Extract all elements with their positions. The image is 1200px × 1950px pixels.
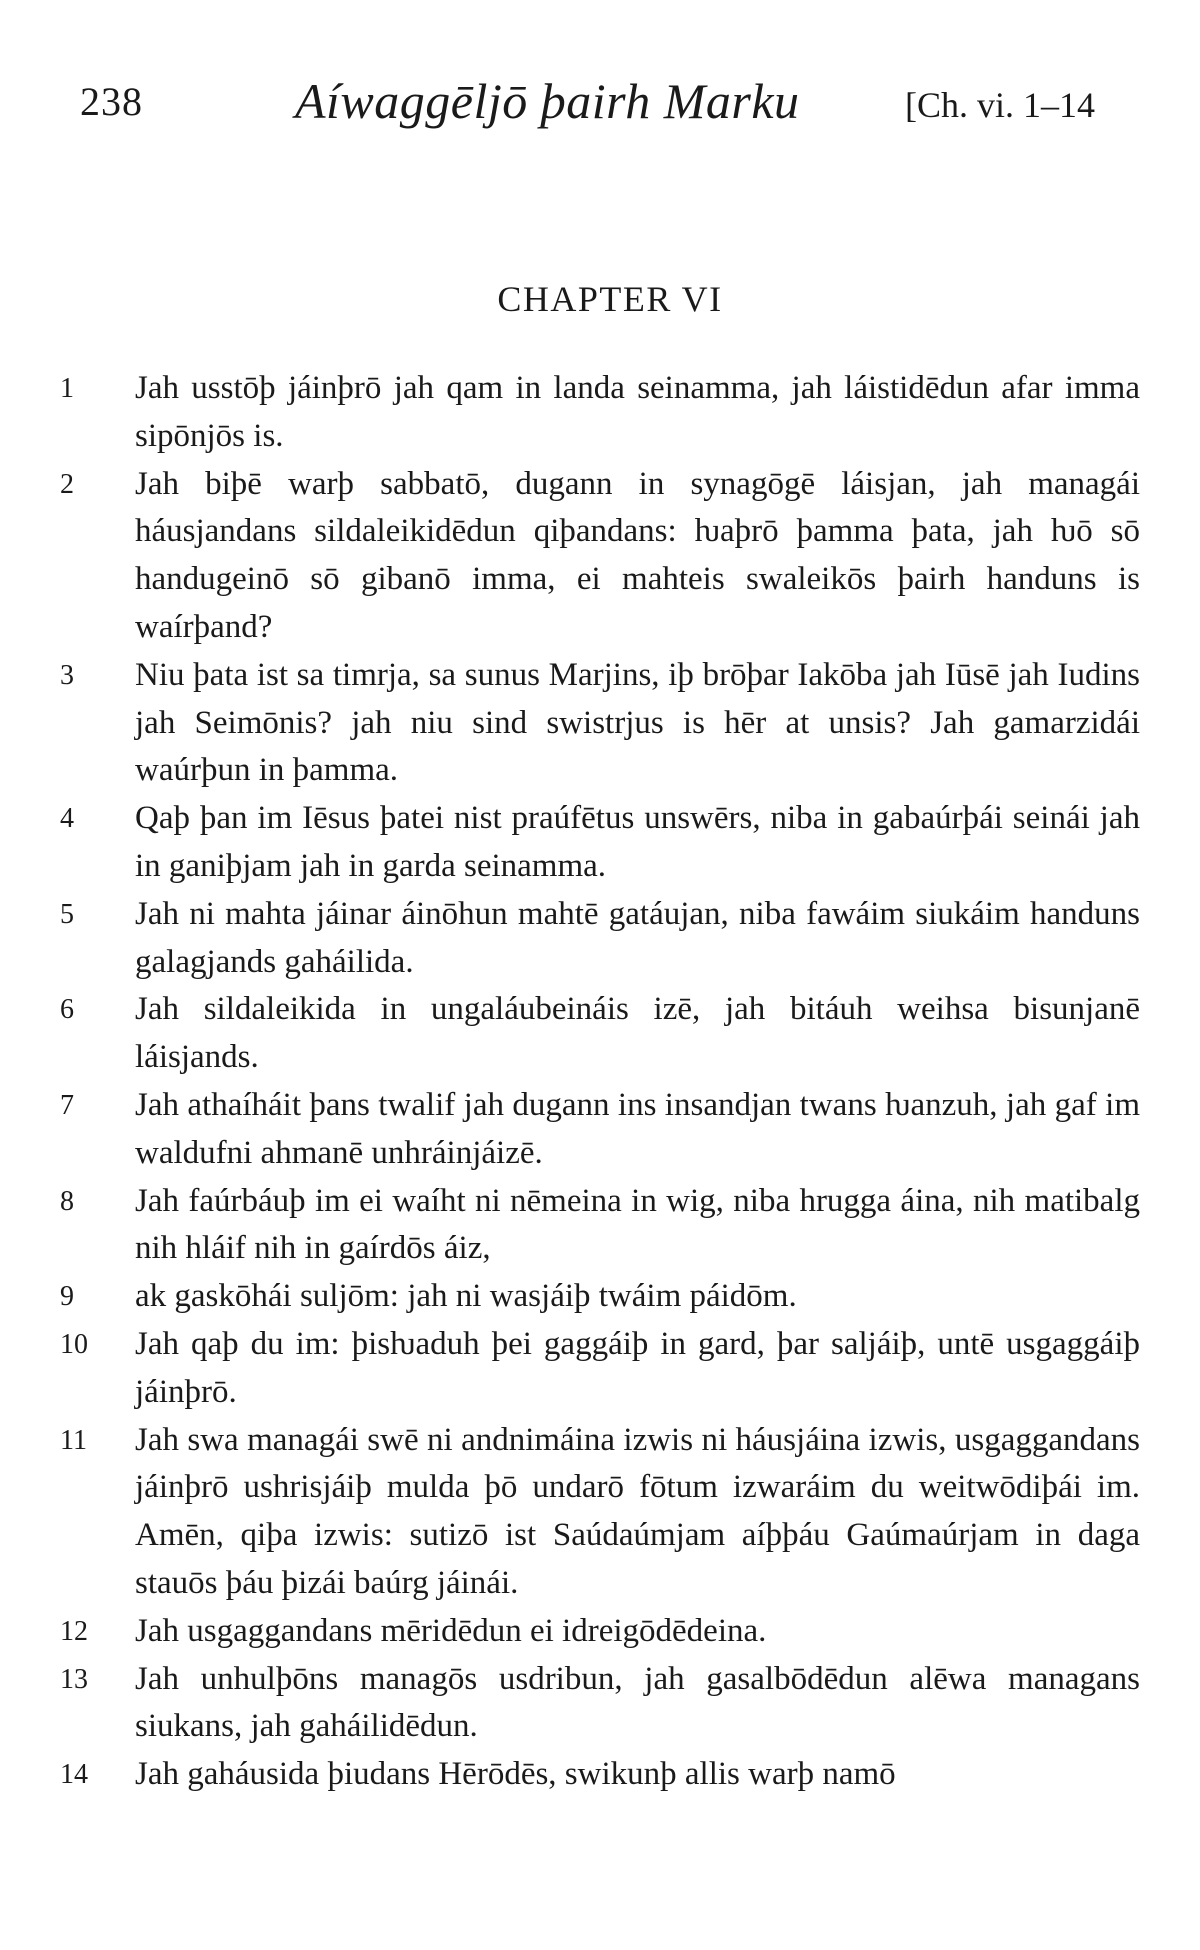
- verse-number: 12: [60, 1615, 88, 1647]
- verse: [60, 1321, 1140, 1417]
- verse: [60, 652, 1140, 795]
- verse: [60, 1751, 1140, 1799]
- verse-text: Jah biþē warþ sabbatō, dugann in synagōgē láisjan, jah managái háusjandans sildaleikidēdun qiþandans: ƕaþrō þamma þata, jah ƕō sō handugeinō sō gibanō imma, ei mahteis swaleikōs þairh handuns is waírþand?: [135, 465, 1140, 645]
- verse-number: 2: [60, 468, 74, 500]
- verse: [60, 1417, 1140, 1608]
- verse-number: 5: [60, 898, 74, 930]
- verse-number: 9: [60, 1281, 74, 1313]
- verse-text: Jah swa managái swē ni andnimáina izwis ni háusjáina izwis, usgaggandans jáinþrō ushrisjáiþ mulda þō undarō fōtum izwaráim du weitwōdiþái im. Amēn, qiþa izwis: sutizō ist Saúdaúmjam aíþþáu Gaúmaúrjam in daga stauōs þáu þizái baúrg jáinái.: [135, 1421, 1140, 1601]
- verse-number: 10: [60, 1328, 88, 1360]
- verse: [60, 1608, 1140, 1656]
- verse-list: [60, 365, 1140, 1799]
- verse-text: ak gaskōhái suljōm: jah ni wasjáiþ twáim páidōm.: [135, 1278, 797, 1315]
- verse-text: Jah athaíháit þans twalif jah dugann ins insandjan twans ƕanzuh, jah gaf im waldufni ahmanē unhráinjáizē.: [135, 1086, 1140, 1171]
- verse: [60, 365, 1140, 461]
- verse-number: 14: [60, 1759, 88, 1791]
- verse-number: 6: [60, 994, 74, 1026]
- page-number: 238: [80, 79, 143, 124]
- verse-text: Jah usstōþ jáinþrō jah qam in landa seinamma, jah láistidēdun afar imma sipōnjōs is.: [135, 370, 1140, 454]
- verse-text: Jah gaháusida þiudans Hērōdēs, swikunþ allis warþ namō: [135, 1756, 896, 1793]
- verse-text: Jah qaþ du im: þisƕaduh þei gaggáiþ in gard, þar saljáiþ, untē usgaggáiþ jáinþrō.: [135, 1325, 1140, 1410]
- verse: [60, 1082, 1140, 1178]
- verse-number: 4: [60, 803, 74, 835]
- verse-number: 11: [60, 1424, 87, 1456]
- chapter-reference: [Ch. vi. 1–14: [905, 85, 1096, 125]
- verse-text: Qaþ þan im Iēsus þatei nist praúfētus unswērs, niba in gabaúrþái seinái jah in ganiþjam jah in garda seinamma.: [135, 800, 1140, 884]
- verse-number: 3: [60, 659, 74, 691]
- verse: [60, 891, 1140, 987]
- verse: [60, 795, 1140, 891]
- verse-number: 13: [60, 1663, 88, 1695]
- verse-text: Niu þata ist sa timrja, sa sunus Marjins, iþ brōþar Iakōba jah Iūsē jah Iudins jah Seimōnis? jah niu sind swistrjus is hēr at unsis? Jah gamarzidái waúrþun in þamma.: [135, 656, 1140, 789]
- verse-text: Jah faúrbáuþ im ei waíht ni nēmeina in wig, niba hrugga áina, nih matibalg nih hláif nih in gaírdōs áiz,: [135, 1182, 1140, 1267]
- verse: [60, 1273, 1140, 1321]
- verse-number: 7: [60, 1089, 74, 1121]
- verse: [60, 986, 1140, 1082]
- verse-text: Jah sildaleikida in ungaláubeináis izē, jah bitáuh weihsa bisunjanē láisjands.: [135, 991, 1140, 1076]
- verse: [60, 1178, 1140, 1274]
- verse-text: Jah unhulþōns managōs usdribun, jah gasalbōdēdun alēwa managans siukans, jah gaháilidēdun.: [135, 1660, 1140, 1745]
- running-head: [80, 72, 1140, 142]
- chapter-heading: CHAPTER VI: [497, 279, 723, 319]
- verse-number: 8: [60, 1185, 74, 1217]
- verse-text: Jah ni mahta jáinar áinōhun mahtē gatáujan, niba fawáim siukáim handuns galagjands gaháilida.: [135, 895, 1140, 980]
- running-title: Aíwaggēljō þairh Marku: [295, 73, 800, 129]
- verse: [60, 1656, 1140, 1752]
- verse-text: Jah usgaggandans mēridēdun ei idreigōdēdeina.: [135, 1612, 767, 1649]
- verse-number: 1: [60, 373, 74, 404]
- verse: [60, 461, 1140, 652]
